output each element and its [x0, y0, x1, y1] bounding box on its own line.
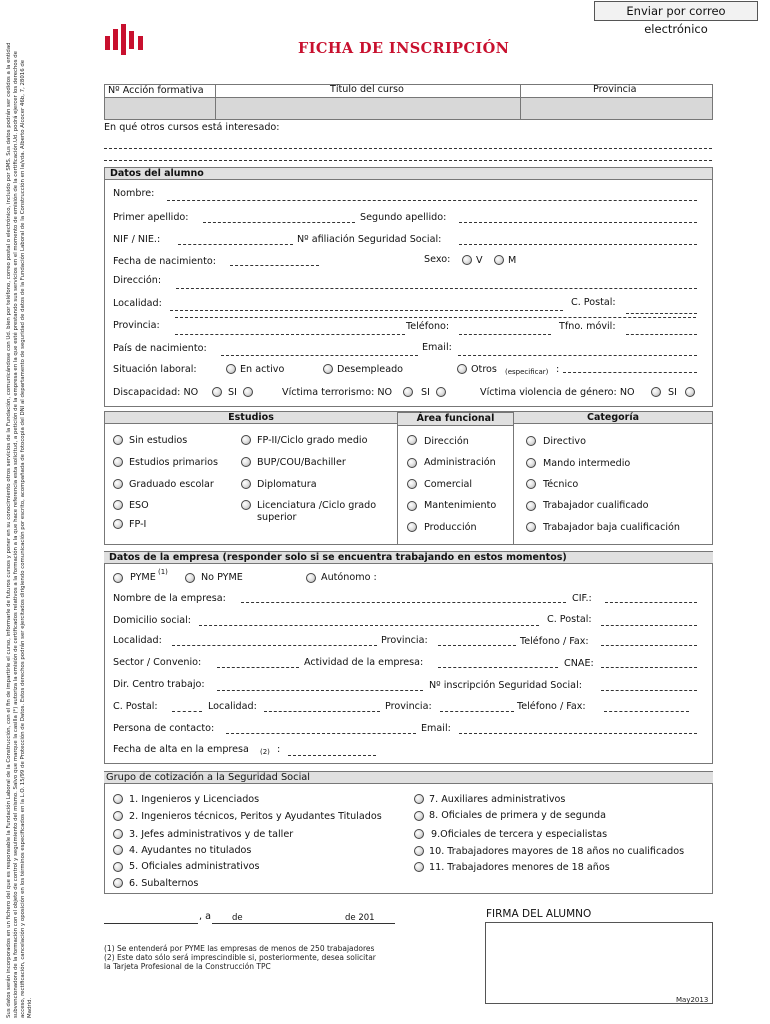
localidad-label: Localidad:	[113, 298, 162, 309]
activo-label: En activo	[240, 364, 285, 375]
no-pyme-radio[interactable]	[185, 573, 195, 583]
alta-footnote-ref: (2)	[260, 748, 270, 756]
send-email-button[interactable]: Enviar por correo electrónico	[594, 1, 758, 21]
movil-label: Tfno. móvil:	[559, 321, 616, 332]
empresa-telfax-input[interactable]	[601, 645, 697, 646]
estudios-radio-4[interactable]	[113, 519, 123, 529]
provincia-curso-label: Provincia	[593, 84, 637, 95]
email-input[interactable]	[458, 355, 697, 356]
grupo-label-11: 11. Trabajadores menores de 18 años	[429, 862, 610, 873]
nombre-input[interactable]	[167, 200, 697, 201]
categoria-radio-4[interactable]	[526, 522, 536, 532]
empresa-nombre-label: Nombre de la empresa:	[113, 593, 226, 604]
estudios-label-1: Estudios primarios	[129, 457, 218, 468]
inscripcion-label: Nº inscripción Seguridad Social:	[429, 680, 582, 691]
contacto-label: Persona de contacto:	[113, 723, 215, 734]
version-label: May2013	[676, 996, 709, 1004]
grupo-label-9: 9.Oficiales de tercera y especialistas	[431, 829, 608, 840]
provincia-label: Provincia:	[113, 320, 160, 331]
estudios-radio-7[interactable]	[241, 479, 251, 489]
year-de201: de 201	[345, 913, 375, 923]
pyme-label: PYME	[130, 572, 156, 583]
desempleado-label: Desempleado	[337, 364, 404, 375]
grupo-radio-3[interactable]	[113, 829, 123, 839]
otros-label: Otros	[471, 364, 497, 375]
otros-cursos-line-2[interactable]	[104, 160, 712, 161]
grupo-label-10: 10. Trabajadores mayores de 18 años no cualificados	[429, 846, 685, 857]
empresa-provincia2-input[interactable]	[440, 711, 514, 712]
grupo-radio-4[interactable]	[113, 845, 123, 855]
empresa-localidad-label: Localidad:	[113, 635, 162, 646]
centro-input[interactable]	[217, 690, 423, 691]
estudios-radio-3[interactable]	[113, 500, 123, 510]
cif-input[interactable]	[605, 602, 697, 603]
categoria-radio-2[interactable]	[526, 479, 536, 489]
empresa-telfax2-input[interactable]	[604, 711, 689, 712]
grupo-radio-11[interactable]	[414, 862, 424, 872]
empresa-email-label: Email:	[421, 723, 451, 734]
empresa-nombre-input[interactable]	[241, 602, 566, 603]
grupo-label-1: 1. Ingenieros y Licenciados	[129, 794, 260, 805]
actividad-label: Actividad de la empresa:	[304, 657, 424, 668]
empresa-cpostal2-input[interactable]	[172, 711, 202, 712]
terrorismo-si-radio[interactable]	[436, 387, 446, 397]
empresa-telfax-label: Teléfono / Fax:	[520, 636, 589, 647]
contacto-input[interactable]	[226, 733, 416, 734]
signature-box[interactable]	[485, 922, 713, 1004]
otros-cursos-label: En qué otros cursos está interesado:	[104, 122, 280, 133]
inscripcion-input[interactable]	[601, 690, 697, 691]
estudios-label-3: ESO	[129, 500, 149, 511]
categoria-label-1: Mando intermedio	[543, 458, 631, 469]
grupo-label-7: 7. Auxiliares administrativos	[429, 794, 566, 805]
empresa-provincia-label: Provincia:	[381, 635, 428, 646]
estudios-radio-2[interactable]	[113, 479, 123, 489]
otros-colon: :	[556, 364, 560, 375]
titulo-curso-label: Título del curso	[330, 84, 404, 95]
discapacidad-si-radio[interactable]	[243, 387, 253, 397]
sector-label: Sector / Convenio:	[113, 657, 202, 668]
alta-label: Fecha de alta en la empresa	[113, 744, 249, 755]
primer-apellido-input[interactable]	[203, 222, 355, 223]
categoria-radio-0[interactable]	[526, 436, 536, 446]
grupo-radio-8[interactable]	[414, 811, 424, 821]
autonomo-label: Autónomo :	[321, 572, 377, 583]
nif-input[interactable]	[178, 244, 293, 245]
accion-formativa-label: Nº Acción formativa	[108, 85, 204, 96]
domicilio-label: Domicilio social:	[113, 615, 192, 626]
company-header: Datos de la empresa (responder solo si se encuentra trabajando en estos momentos)	[104, 551, 713, 564]
direccion-label: Dirección:	[113, 275, 162, 286]
estudios-radio-8[interactable]	[241, 500, 251, 510]
domicilio-input[interactable]	[199, 625, 539, 626]
email-label: Email:	[422, 342, 452, 353]
studies-header	[104, 411, 398, 424]
area-label-0: Dirección	[424, 436, 469, 447]
violencia-no-radio[interactable]	[651, 387, 661, 397]
estudios-label-7: Diplomatura	[257, 479, 317, 490]
provincia-input-1[interactable]	[175, 317, 696, 318]
grupo-label-8: 8. Oficiales de primera y de segunda	[429, 810, 606, 821]
discapacidad-no-radio[interactable]	[212, 387, 222, 397]
note-3: la Tarjeta Profesional de la Construcción TPC	[104, 962, 271, 971]
course-number-field[interactable]	[105, 98, 215, 119]
desempleado-radio[interactable]	[323, 364, 333, 374]
empresa-cpostal-input[interactable]	[601, 625, 697, 626]
place-line[interactable]	[104, 923, 198, 924]
localidad-input[interactable]	[170, 310, 563, 311]
course-province-field[interactable]	[521, 98, 712, 119]
grupo-radio-5[interactable]	[113, 862, 123, 872]
estudios-label-5: FP-II/Ciclo grado medio	[257, 435, 368, 446]
studies-header-text: Estudios	[228, 412, 274, 423]
otros-radio[interactable]	[457, 364, 467, 374]
grupo-label-4: 4. Ayudantes no titulados	[129, 845, 252, 856]
categoria-label-3: Trabajador cualificado	[543, 500, 649, 511]
grupo-label-6: 6. Subalternos	[129, 878, 199, 889]
area-header	[397, 412, 514, 426]
empresa-telfax2-label: Teléfono / Fax:	[517, 701, 586, 712]
telefono-input[interactable]	[459, 334, 551, 335]
estudios-label-4: FP-I	[129, 519, 147, 530]
grupo-radio-10[interactable]	[414, 846, 424, 856]
afiliacion-input[interactable]	[459, 244, 697, 245]
student-section-header: Datos del alumno	[104, 167, 713, 180]
nacimiento-label: Fecha de nacimiento:	[113, 256, 216, 267]
grupo-label-2: 2. Ingenieros técnicos, Peritos y Ayudantes Titulados	[129, 811, 382, 822]
alta-colon: :	[277, 744, 281, 755]
estudios-radio-6[interactable]	[241, 457, 251, 467]
actividad-input[interactable]	[438, 667, 558, 668]
nacimiento-input[interactable]	[230, 265, 319, 266]
cnae-label: CNAE:	[564, 658, 594, 669]
day-de: de	[232, 913, 243, 923]
terrorismo-si-label: SI	[421, 387, 430, 398]
grupo-radio-1[interactable]	[113, 794, 123, 804]
category-header-text: Categoría	[586, 412, 640, 423]
primer-apellido-label: Primer apellido:	[113, 212, 189, 223]
direccion-input[interactable]	[176, 288, 697, 289]
violencia-label: Víctima violencia de género: NO	[480, 387, 635, 398]
violencia-si-label: SI	[668, 387, 677, 398]
sexo-label: Sexo:	[424, 254, 451, 265]
segundo-apellido-input[interactable]	[459, 222, 697, 223]
empresa-localidad2-input[interactable]	[264, 711, 380, 712]
grupo-radio-9[interactable]	[414, 829, 424, 839]
pais-label: País de nacimiento:	[113, 343, 207, 354]
segundo-apellido-label: Segundo apellido:	[360, 212, 447, 223]
discapacidad-label: Discapacidad: NO	[113, 387, 199, 398]
autonomo-radio[interactable]	[306, 573, 316, 583]
activo-radio[interactable]	[226, 364, 236, 374]
privacy-notice: Sus datos serán incorporados en un fichero del que es responsable la Fundación Laboral de la Construcción, con el fin de impartirle el curso, informarle de futuros cursos y poner en su conocimiento otros servicios de la Fundación, comunicándose con Ud. bien por teléfono, correo postal o electrónico, incluido por SMS. Sus datos podrán ser cedidos a la entidad subvencionadora de la formación con el objeto de control y seguimiento del mismo. Salvo que marque la casilla (*) autoriza la emisión de certificados relativos a la formación a la que hace referencia esta solicitud, a petición de la empresa en la que esté prestando sus servicios en el momento de emisión de la certificación.Ud. podrá ejercer los derechos de acceso, rectificación, cancelación y oposición en los términos especificados en la L.O. 15/99 de Protección de Datos. Estos derechos podrán ser ejercitados dirigiendo comunicación por escrito, acompañada de fotocopia del DNI al departamento de seguridad de datos de la Fundación Laboral de la Construcción en la/vda. Alberto Alcocer 46b, 7, 28016 de Madrid.	[6, 42, 33, 1018]
situacion-label: Situación laboral:	[113, 364, 197, 375]
area-label-1: Administración	[424, 457, 496, 468]
area-label-2: Comercial	[424, 479, 473, 490]
categoria-label-0: Directivo	[543, 436, 586, 447]
grupo-radio-7[interactable]	[414, 794, 424, 804]
estudios-label-0: Sin estudios	[129, 435, 188, 446]
categoria-radio-3[interactable]	[526, 501, 536, 511]
estudios-radio-5[interactable]	[241, 435, 251, 445]
sexo-m-label: M	[508, 255, 517, 266]
pyme-footnote-ref: (1)	[158, 568, 168, 576]
place-a: , a	[199, 911, 211, 922]
otros-cursos-line-1[interactable]	[104, 148, 712, 149]
category-header	[513, 411, 713, 424]
area-header-text: Área funcional	[416, 413, 495, 424]
grupo-label-3: 3. Jefes administrativos y de taller	[129, 829, 294, 840]
area-radio-1[interactable]	[407, 458, 417, 468]
provincia-input-2[interactable]	[175, 334, 405, 335]
categoria-label-2: Técnico	[543, 479, 579, 490]
page-title: FICHA DE INSCRIPCIÓN	[298, 40, 510, 57]
terrorismo-no-radio[interactable]	[403, 387, 413, 397]
categoria-label-4: Trabajador baja cualificación	[543, 522, 680, 533]
pais-input[interactable]	[221, 355, 418, 356]
alta-input[interactable]	[288, 755, 376, 756]
cpostal-label: C. Postal:	[571, 297, 616, 308]
especificar-label: (especificar)	[505, 368, 549, 376]
cpostal-input[interactable]	[626, 313, 697, 314]
area-label-4: Producción	[424, 522, 477, 533]
sector-input[interactable]	[217, 667, 299, 668]
estudios-radio-0[interactable]	[113, 435, 123, 445]
otros-input[interactable]	[563, 372, 697, 373]
categoria-radio-1[interactable]	[526, 458, 536, 468]
pyme-radio[interactable]	[113, 573, 123, 583]
date-line[interactable]	[212, 923, 395, 924]
empresa-localidad2-label: Localidad:	[208, 701, 257, 712]
empresa-cpostal2-label: C. Postal:	[113, 701, 158, 712]
empresa-provincia2-label: Provincia:	[385, 701, 432, 712]
afiliacion-label: Nº afiliación Seguridad Social:	[297, 234, 442, 245]
firma-label: FIRMA DEL ALUMNO	[486, 908, 592, 920]
estudios-radio-1[interactable]	[113, 457, 123, 467]
grupo-label-5: 5. Oficiales administrativos	[129, 861, 260, 872]
empresa-localidad-input[interactable]	[172, 645, 377, 646]
terrorismo-label: Víctima terrorismo: NO	[282, 387, 393, 398]
movil-input[interactable]	[626, 334, 697, 335]
area-radio-2[interactable]	[407, 479, 417, 489]
nif-label: NIF / NIE.:	[113, 234, 161, 245]
estudios-label-6: BUP/COU/Bachiller	[257, 457, 346, 468]
note-1: (1) Se entenderá por PYME las empresas de menos de 250 trabajadores	[104, 944, 375, 953]
no-pyme-label: No PYME	[201, 572, 243, 583]
discapacidad-si-label: SI	[228, 387, 237, 398]
centro-label: Dir. Centro trabajo:	[113, 679, 205, 690]
sexo-m-radio[interactable]	[494, 255, 504, 265]
estudios-label-8: Licenciatura /Ciclo grado superior	[257, 500, 377, 523]
empresa-email-input[interactable]	[459, 733, 697, 734]
area-label-3: Mantenimiento	[424, 500, 497, 511]
sexo-v-label: V	[476, 255, 483, 266]
grupo-radio-6[interactable]	[113, 878, 123, 888]
cif-label: CIF.:	[572, 593, 592, 604]
area-radio-0[interactable]	[407, 435, 417, 445]
estudios-label-2: Graduado escolar	[129, 479, 214, 490]
grupo-radio-2[interactable]	[113, 811, 123, 821]
empresa-provincia-input[interactable]	[438, 645, 516, 646]
empresa-cpostal-label: C. Postal:	[547, 614, 592, 625]
course-title-field[interactable]	[216, 98, 520, 119]
violencia-si-radio[interactable]	[685, 387, 695, 397]
cnae-input[interactable]	[601, 667, 697, 668]
nombre-label: Nombre:	[113, 188, 155, 199]
area-radio-3[interactable]	[407, 501, 417, 511]
telefono-label: Teléfono:	[406, 321, 450, 332]
note-2: (2) Este dato sólo será imprescindible si, posteriormente, desea solicitar	[104, 953, 376, 962]
area-radio-4[interactable]	[407, 522, 417, 532]
grupo-header: Grupo de cotización a la Seguridad Social	[104, 771, 713, 784]
sexo-v-radio[interactable]	[462, 255, 472, 265]
